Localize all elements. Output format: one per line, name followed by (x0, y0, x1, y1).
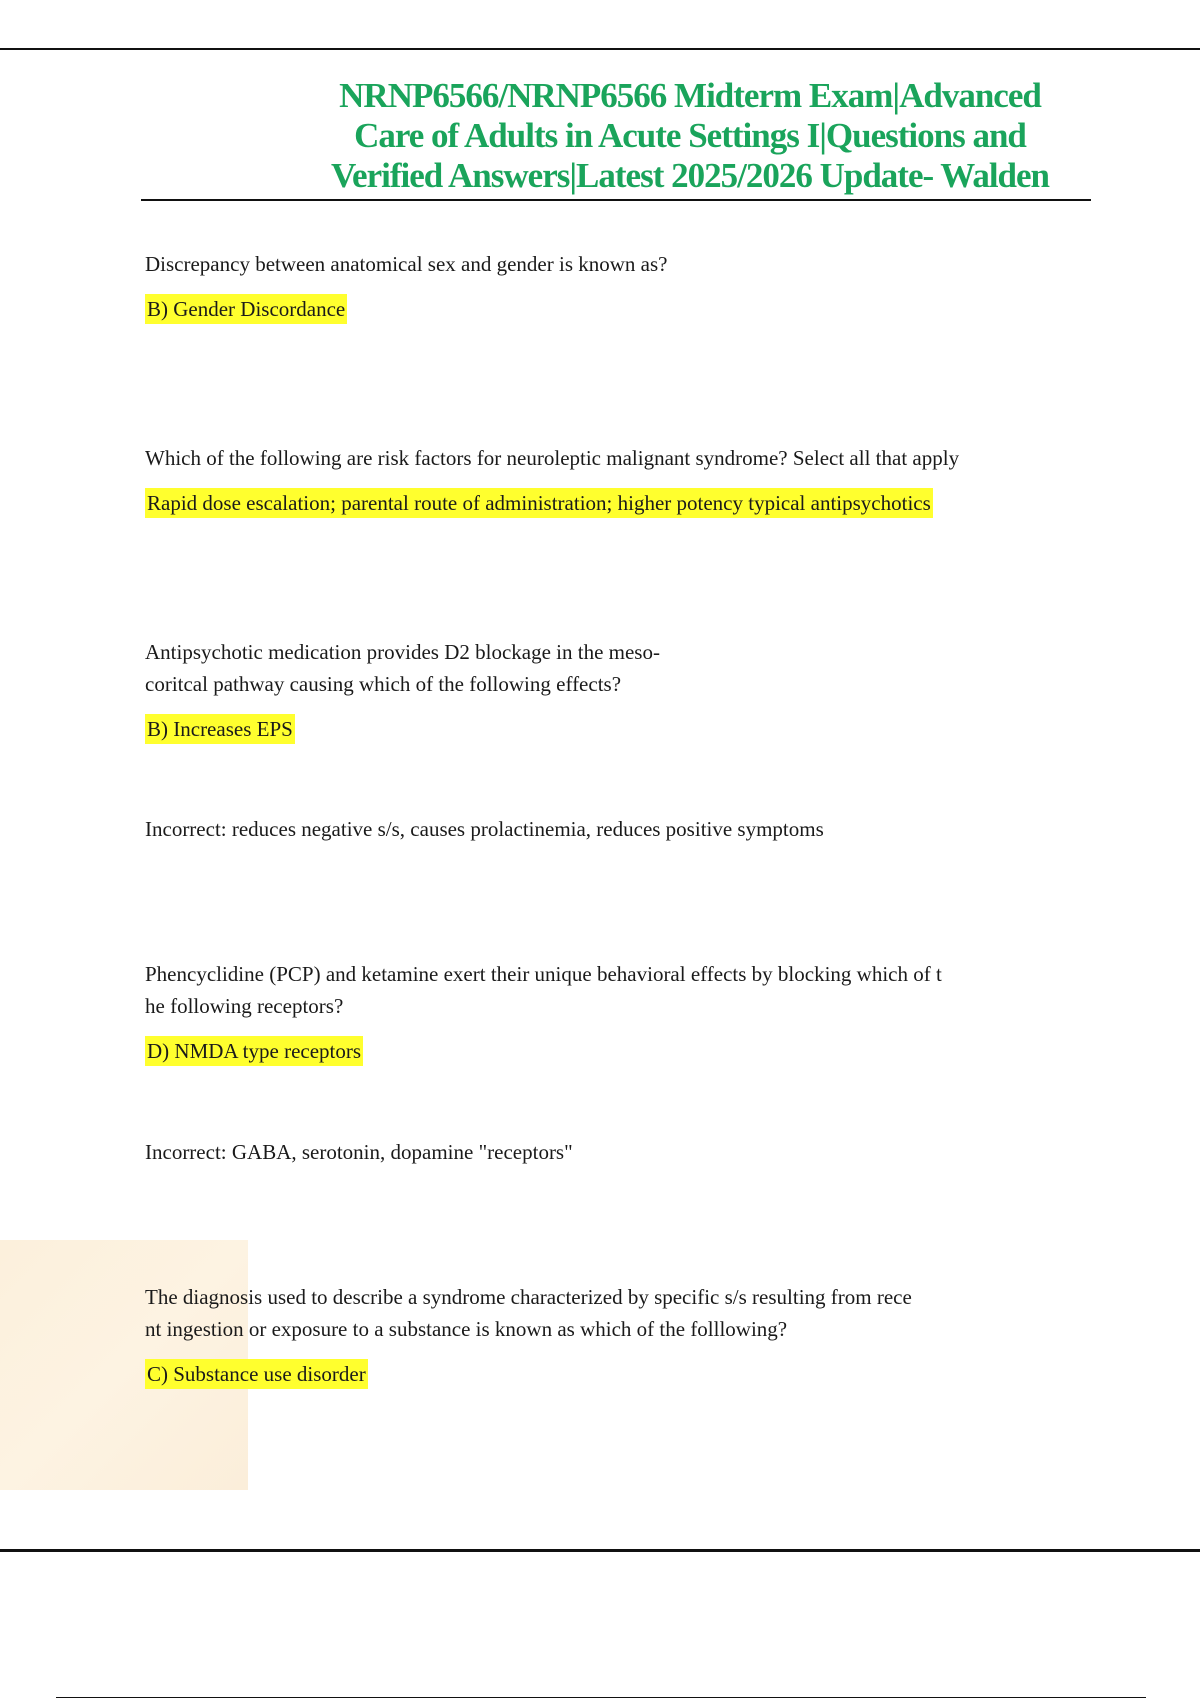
question-block (145, 442, 1105, 518)
footer-rule (56, 1697, 1146, 1698)
title-line: Verified Answers|Latest 2025/2026 Update- Walden (330, 156, 1050, 195)
incorrect-note: Incorrect: reduces negative s/s, causes prolactinemia, reduces positive symptoms (145, 817, 824, 841)
highlighted-answer: B) Gender Discordance (145, 294, 347, 324)
question-text: Discrepancy between anatomical sex and gender is known as? (145, 252, 668, 276)
document-title (240, 76, 1140, 196)
title-underline (141, 199, 1091, 201)
highlighted-answer: D) NMDA type receptors (145, 1036, 363, 1066)
highlighted-answer: Rapid dose escalation; parental route of administration; higher potency typical antipsychotics (145, 488, 933, 518)
highlighted-answer: C) Substance use disorder (145, 1359, 368, 1389)
question-text: Antipsychotic medication provides D2 blockage in the meso- (145, 640, 660, 664)
bottom-rule (0, 1549, 1200, 1552)
question-text: he following receptors? (145, 994, 344, 1018)
question-block (145, 636, 1105, 744)
title-line: Care of Adults in Acute Settings I|Questions and (354, 116, 1026, 155)
question-block (145, 1281, 1105, 1389)
question-block (145, 248, 1105, 324)
question-block (145, 958, 1105, 1066)
question-text: Phencyclidine (PCP) and ketamine exert their unique behavioral effects by blocking which of t (145, 962, 942, 986)
incorrect-note: Incorrect: GABA, serotonin, dopamine "receptors" (145, 1140, 573, 1164)
question-text: Which of the following are risk factors for neuroleptic malignant syndrome? Select all that apply (145, 446, 960, 470)
highlighted-answer: B) Increases EPS (145, 714, 295, 744)
top-rule (0, 48, 1200, 50)
question-text: The diagnosis used to describe a syndrome characterized by specific s/s resulting from rece (145, 1285, 912, 1309)
question-text: nt ingestion or exposure to a substance is known as which of the folllowing? (145, 1317, 788, 1341)
title-line: NRNP6566/NRNP6566 Midterm Exam|Advanced (339, 76, 1041, 115)
question-text: coritcal pathway causing which of the following effects? (145, 672, 622, 696)
